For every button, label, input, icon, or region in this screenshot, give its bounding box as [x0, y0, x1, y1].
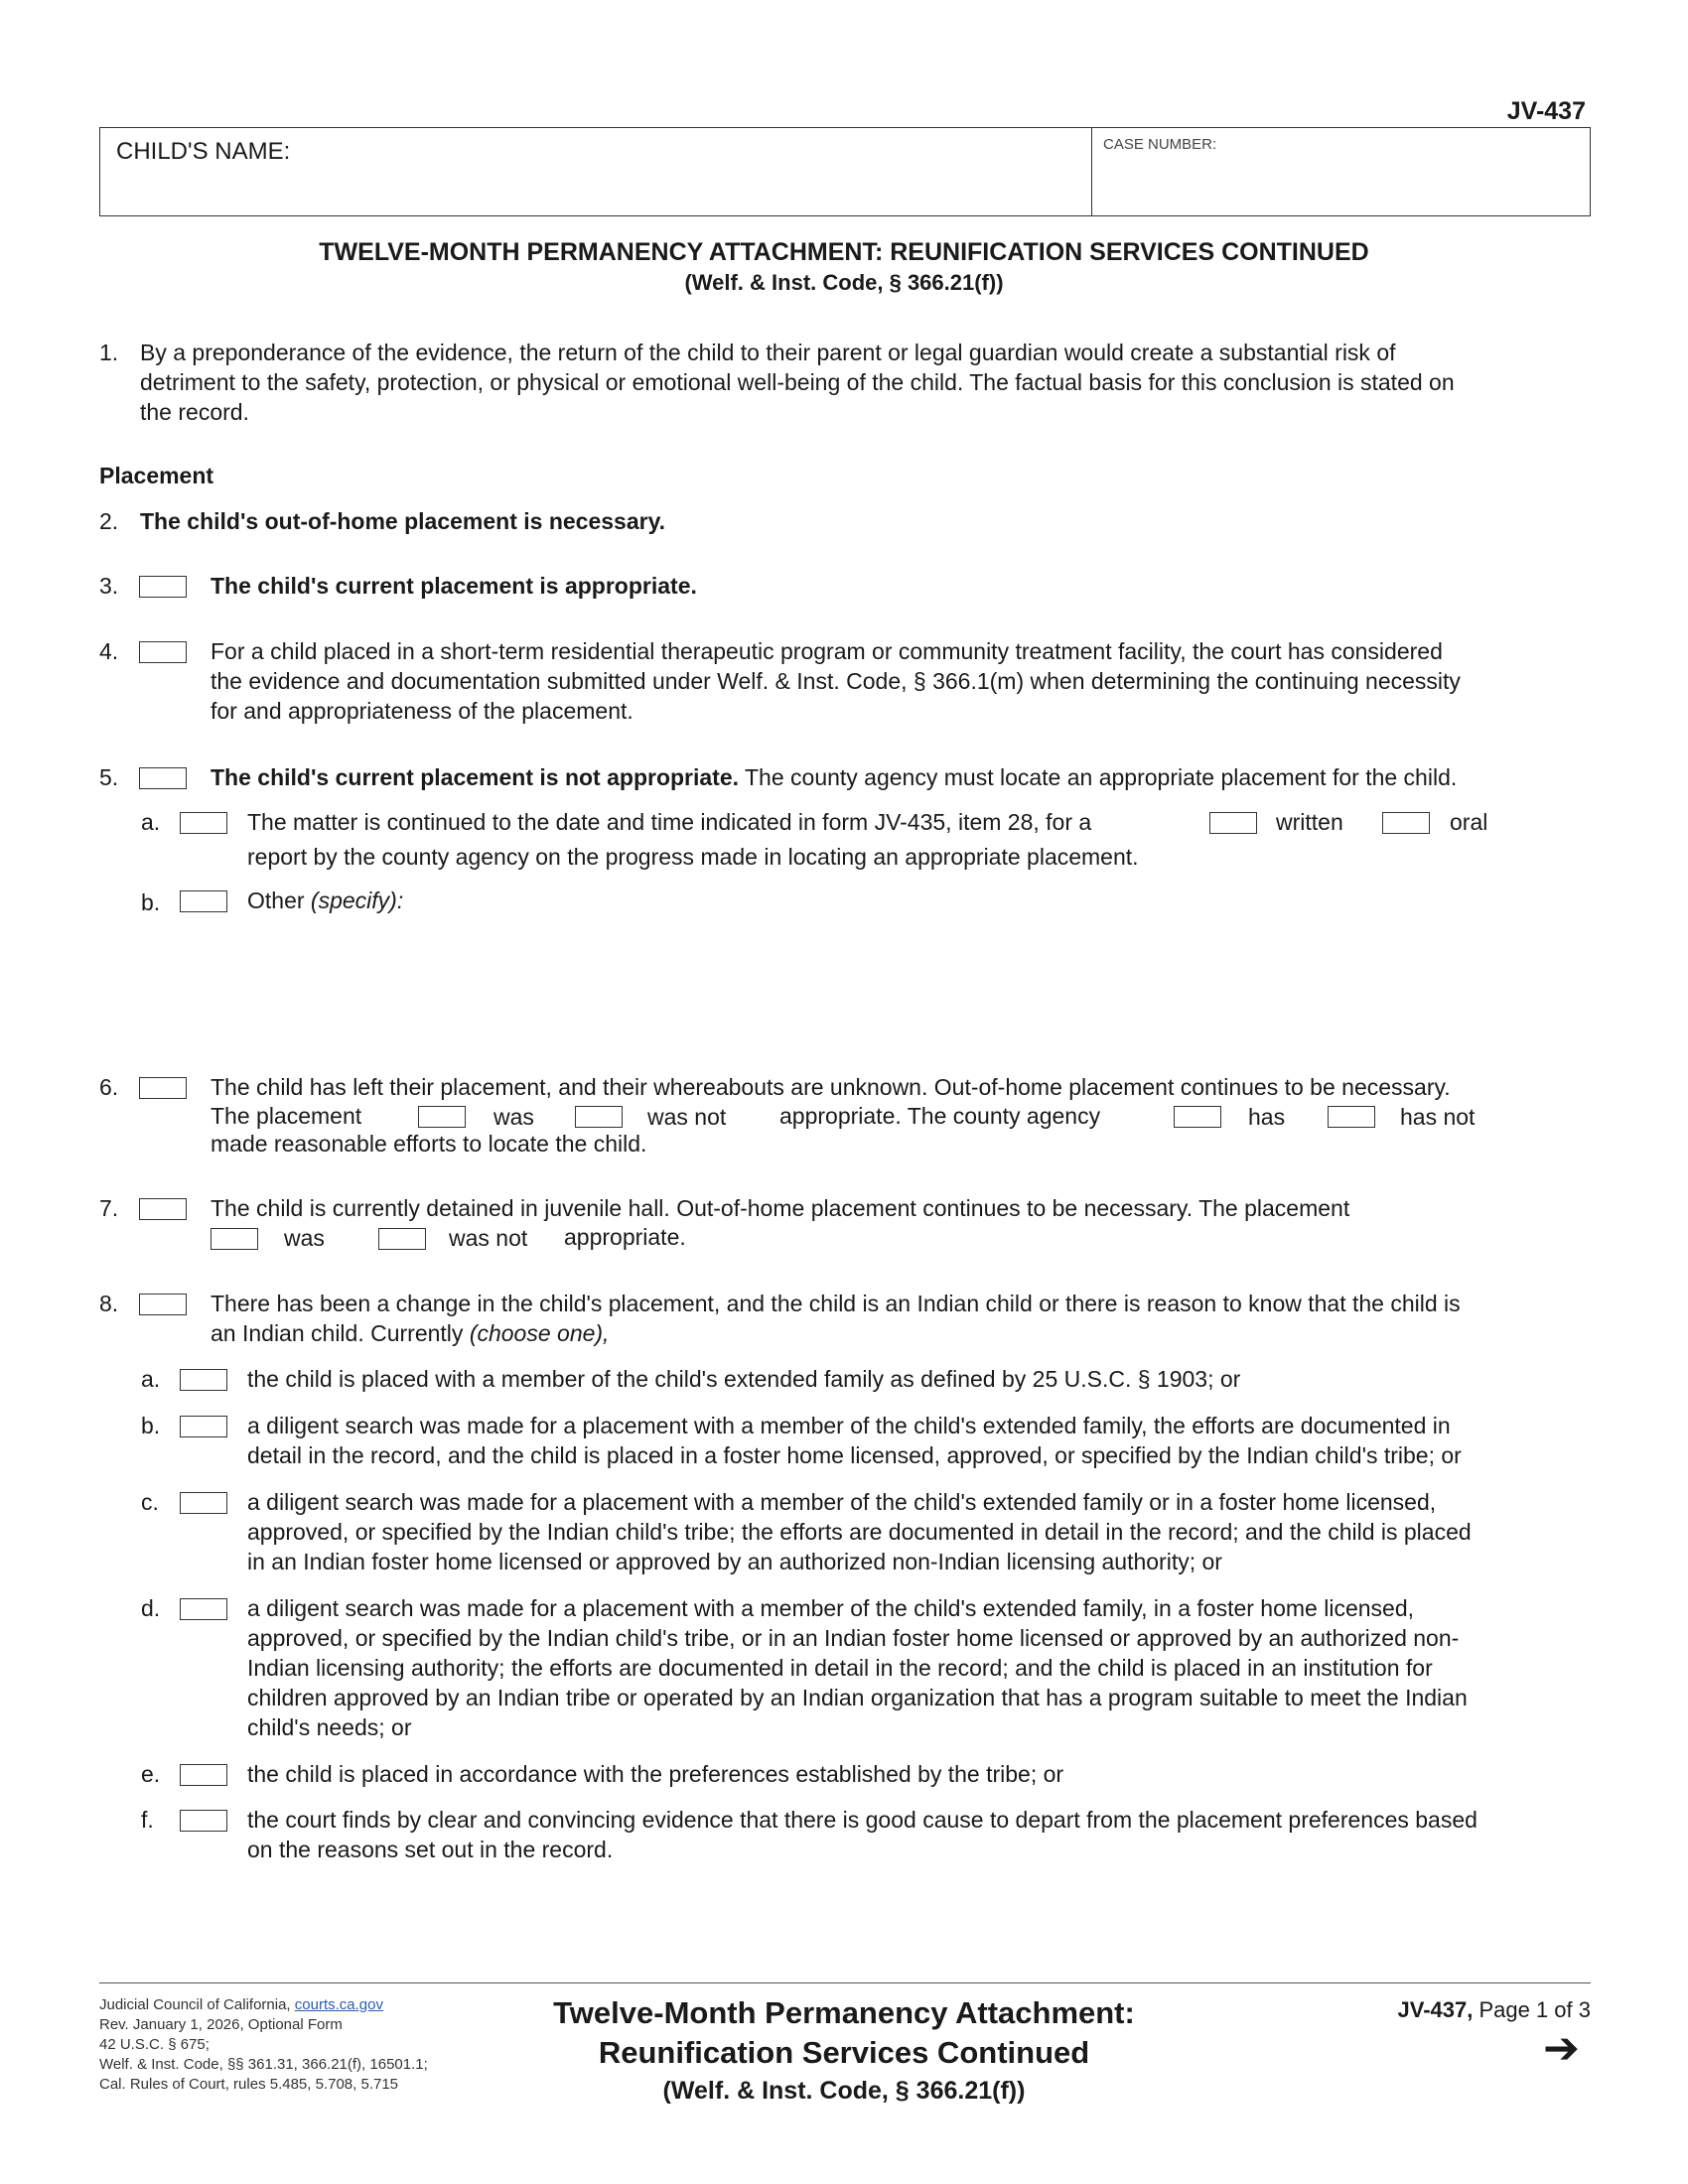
footer-form-id: JV-437, — [1397, 1997, 1474, 2022]
item-8f-checkbox[interactable] — [180, 1810, 227, 1832]
item-7-was-checkbox[interactable] — [211, 1228, 258, 1250]
placement-heading: Placement — [99, 463, 214, 488]
item-5a-written-label: written — [1276, 809, 1343, 835]
item-8d-checkbox[interactable] — [180, 1598, 227, 1620]
footer-rules: Cal. Rules of Court, rules 5.485, 5.708, 5.715 — [99, 2076, 399, 2093]
footer-page-info — [1398, 1997, 1592, 2023]
item-8e-checkbox[interactable] — [180, 1764, 227, 1786]
item-1-line-1: By a preponderance of the evidence, the return of the child to their parent or legal guardian would create a substantial risk of — [140, 340, 1396, 365]
item-8e-line-1: the child is placed in accordance with the preferences established by the tribe; or — [247, 1761, 1064, 1787]
item-3-text: The child's current placement is appropriate. — [211, 573, 697, 599]
footer-council-text: Judicial Council of California, — [99, 1996, 295, 2013]
item-7-was-not-checkbox[interactable] — [378, 1228, 426, 1250]
item-5a-line-2: report by the county agency on the progress made in locating an appropriate placement. — [247, 844, 1139, 870]
item-8c-checkbox[interactable] — [180, 1492, 227, 1514]
item-7-was-not-label: was not — [449, 1225, 528, 1251]
item-4-number: 4. — [99, 638, 119, 664]
item-8d-line-1: a diligent search was made for a placement with a member of the child's extended family, in a foster home licensed, — [247, 1595, 1414, 1621]
item-5-rest-text: The county agency must locate an appropriate placement for the child. — [739, 764, 1458, 790]
case-number-label: CASE NUMBER: — [1103, 136, 1217, 153]
item-8a-label: a. — [141, 1366, 161, 1392]
item-6-placement-label: The placement — [211, 1103, 362, 1129]
item-8f-line-2: on the reasons set out in the record. — [247, 1837, 614, 1862]
item-6-number: 6. — [99, 1074, 119, 1100]
footer-title-line-3: (Welf. & Inst. Code, § 366.21(f)) — [662, 2077, 1026, 2105]
form-title: TWELVE-MONTH PERMANENCY ATTACHMENT: REUNIFICATION SERVICES CONTINUED — [319, 238, 1369, 266]
header-box — [99, 127, 1591, 216]
item-4-line-3: for and appropriateness of the placement. — [211, 698, 633, 724]
item-1-line-3: the record. — [140, 399, 249, 425]
item-6-line-3: made reasonable efforts to locate the child. — [211, 1131, 647, 1157]
item-8b-checkbox[interactable] — [180, 1416, 227, 1437]
item-8-line-2-text: an Indian child. Currently — [211, 1320, 470, 1346]
footer-usc: 42 U.S.C. § 675; — [99, 2036, 210, 2053]
item-8-line-2 — [211, 1318, 609, 1348]
footer-rev: Rev. January 1, 2026, Optional Form — [99, 2016, 343, 2033]
item-8d-line-3: Indian licensing authority; the efforts are documented in detail in the record; and the child is placed in an institution for — [247, 1655, 1433, 1681]
item-5-number: 5. — [99, 764, 119, 790]
item-8e-label: e. — [141, 1761, 161, 1787]
item-3-number: 3. — [99, 573, 119, 599]
item-5a-checkbox[interactable] — [180, 812, 227, 834]
item-8d-line-4: children approved by an Indian tribe or operated by an Indian organization that has a program suitable to meet the Indian — [247, 1685, 1468, 1710]
item-7-appropriate-text: appropriate. — [564, 1224, 686, 1250]
item-6-was-checkbox[interactable] — [418, 1106, 466, 1128]
item-6-line-1: The child has left their placement, and their whereabouts are unknown. Out-of-home placement continues to be necessary. — [211, 1074, 1451, 1100]
item-7-number: 7. — [99, 1195, 119, 1221]
item-8a-line-1: the child is placed with a member of the child's extended family as defined by 25 U.S.C. § 1903; or — [247, 1366, 1241, 1392]
item-6-was-not-checkbox[interactable] — [575, 1106, 623, 1128]
item-3-checkbox[interactable] — [139, 576, 187, 598]
footer-title — [496, 1993, 1192, 2109]
item-6-was-label: was — [493, 1104, 534, 1130]
item-8c-line-1: a diligent search was made for a placement with a member of the child's extended family or in a foster home licensed, — [247, 1489, 1437, 1515]
courts-link[interactable]: courts.ca.gov — [294, 1996, 383, 2013]
item-2-number: 2. — [99, 508, 119, 534]
item-8b-line-2: detail in the record, and the child is placed in a foster home licensed, approved, or specified by the Indian child's tribe; or — [247, 1442, 1462, 1468]
item-7-was-label: was — [284, 1225, 325, 1251]
item-6-has-not-label: has not — [1400, 1104, 1476, 1130]
item-5b-checkbox[interactable] — [180, 890, 227, 912]
item-8c-line-2: approved, or specified by the Indian child's tribe; the efforts are documented in detail in the record; and the child is placed — [247, 1519, 1472, 1545]
item-6-has-label: has — [1248, 1104, 1286, 1130]
next-page-arrow-icon: ➔ — [1543, 2024, 1580, 2073]
item-8b-label: b. — [141, 1413, 161, 1438]
item-8b-line-1: a diligent search was made for a placement with a member of the child's extended family, the efforts are documented in — [247, 1413, 1451, 1438]
footer-page-number: Page 1 of 3 — [1473, 1997, 1591, 2022]
item-5b-label: b. — [141, 889, 161, 915]
item-8a-checkbox[interactable] — [180, 1369, 227, 1391]
child-name-label: CHILD'S NAME: — [116, 138, 291, 165]
item-8d-label: d. — [141, 1595, 161, 1621]
item-5b-other: Other — [247, 887, 311, 913]
item-8d-line-2: approved, or specified by the Indian child's tribe, or in an Indian foster home licensed or approved by an authorized non- — [247, 1625, 1460, 1651]
footer-council — [99, 1995, 428, 2015]
footer-title-line-2: Reunification Services Continued — [598, 2035, 1090, 2070]
item-5a-text: The matter is continued to the date and time indicated in form JV-435, item 28, for a — [247, 809, 1092, 835]
item-7-checkbox[interactable] — [139, 1198, 187, 1220]
item-5b-specify: (specify): — [310, 887, 404, 913]
footer-citations — [99, 1995, 428, 2095]
item-6-appropriate-text: appropriate. The county agency — [779, 1103, 1101, 1129]
item-5b-text — [247, 886, 403, 915]
item-4-line-2: the evidence and documentation submitted under Welf. & Inst. Code, § 366.1(m) when determining the continuing necessity — [211, 668, 1461, 694]
item-8f-line-1: the court finds by clear and convincing evidence that there is good cause to depart from the placement preferences based — [247, 1807, 1477, 1833]
item-8c-label: c. — [141, 1489, 159, 1515]
item-5a-oral-label: oral — [1450, 809, 1488, 835]
footer-rule — [99, 1982, 1591, 1983]
form-id: JV-437 — [1506, 97, 1586, 125]
item-4-line-1: For a child placed in a short-term residential therapeutic program or community treatment facility, the court has considered — [211, 638, 1443, 664]
item-6-was-not-label: was not — [647, 1104, 727, 1130]
item-4-checkbox[interactable] — [139, 641, 187, 663]
item-8c-line-3: in an Indian foster home licensed or approved by an authorized non-Indian licensing authority; or — [247, 1549, 1222, 1574]
item-6-checkbox[interactable] — [139, 1077, 187, 1099]
item-6-has-not-checkbox[interactable] — [1328, 1106, 1375, 1128]
item-2-text: The child's out-of-home placement is necessary. — [140, 508, 666, 534]
item-5-text — [211, 762, 1457, 792]
item-7-line-1: The child is currently detained in juvenile hall. Out-of-home placement continues to be necessary. The placement — [211, 1195, 1350, 1221]
footer-welf: Welf. & Inst. Code, §§ 361.31, 366.21(f), 16501.1; — [99, 2056, 428, 2073]
form-subtitle: (Welf. & Inst. Code, § 366.21(f)) — [684, 270, 1004, 295]
header-divider — [1091, 128, 1092, 215]
item-5a-oral-checkbox[interactable] — [1382, 812, 1430, 834]
item-1-line-2: detriment to the safety, protection, or physical or emotional well-being of the child. The factual basis for this conclusion is stated on — [140, 369, 1455, 395]
item-8-checkbox[interactable] — [139, 1294, 187, 1315]
item-8d-line-5: child's needs; or — [247, 1714, 412, 1740]
item-5-bold-text: The child's current placement is not appropriate. — [211, 764, 740, 790]
item-8-line-1: There has been a change in the child's placement, and the child is an Indian child or there is reason to know that the child is — [211, 1291, 1461, 1316]
item-8-choose-one: (choose one), — [469, 1320, 610, 1346]
item-5a-label: a. — [141, 809, 161, 835]
item-5-checkbox[interactable] — [139, 767, 187, 789]
item-8f-label: f. — [141, 1807, 154, 1833]
item-8-number: 8. — [99, 1291, 119, 1316]
item-5a-written-checkbox[interactable] — [1209, 812, 1257, 834]
footer-title-line-1: Twelve-Month Permanency Attachment: — [553, 1995, 1135, 2030]
item-6-has-checkbox[interactable] — [1174, 1106, 1221, 1128]
item-1-number: 1. — [99, 340, 119, 365]
